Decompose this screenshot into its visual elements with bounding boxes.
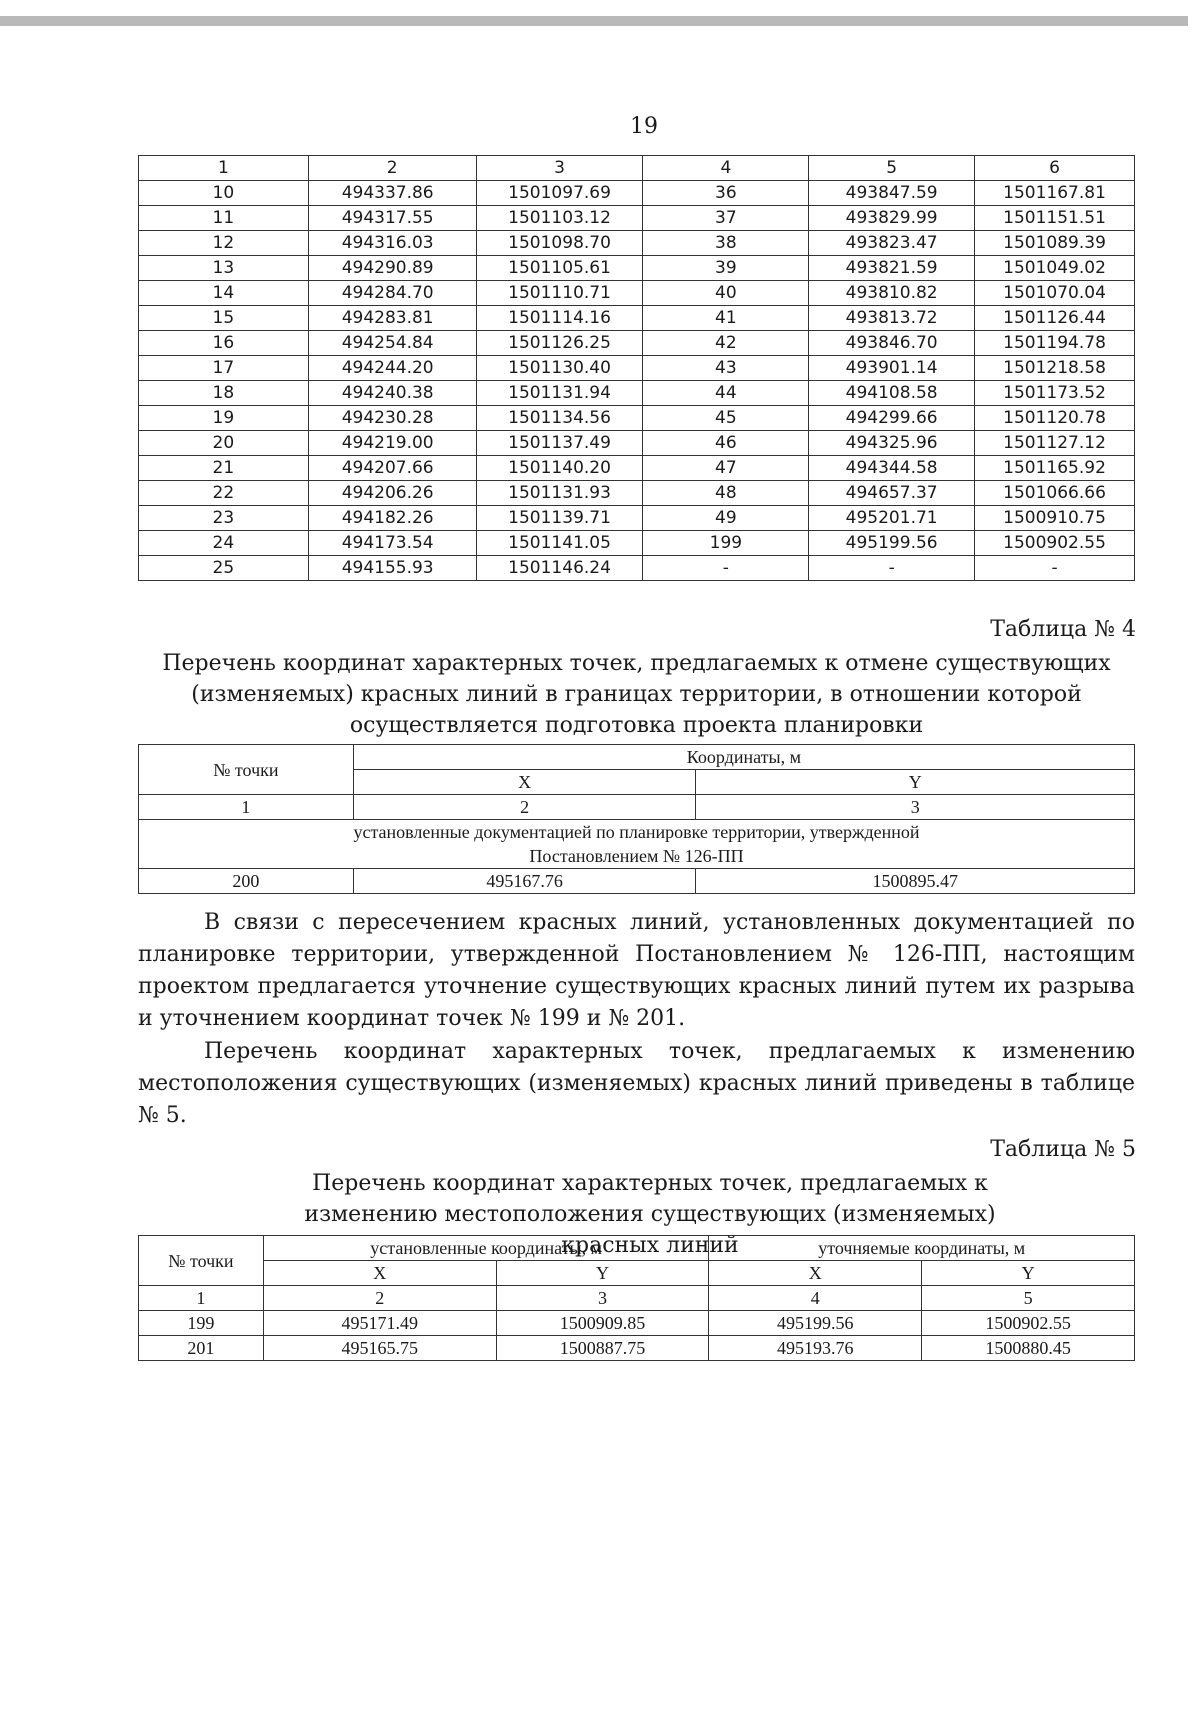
table-cell: 494155.93 [308, 556, 476, 581]
table-cell: 1500902.55 [922, 1311, 1135, 1336]
col-point-header: № точки [139, 745, 354, 795]
col-y-header: Y [496, 1261, 709, 1286]
table-cell: 1501066.66 [975, 481, 1135, 506]
table-cell: - [643, 556, 809, 581]
table-cell: 23 [139, 506, 309, 531]
table-cell: 25 [139, 556, 309, 581]
table-cell: 1501140.20 [476, 456, 643, 481]
table-cell: 494207.66 [308, 456, 476, 481]
table-cell: 495167.76 [353, 869, 696, 894]
table-cell: 493823.47 [809, 231, 975, 256]
table-cell: 14 [139, 281, 309, 306]
table-row [139, 306, 1135, 331]
table-row [139, 531, 1135, 556]
table-cell: 493829.99 [809, 206, 975, 231]
table-row [139, 331, 1135, 356]
table-cell: 1500902.55 [975, 531, 1135, 556]
column-number-header: 1 [139, 156, 309, 181]
table-cell: 1501131.93 [476, 481, 643, 506]
table-row [139, 456, 1135, 481]
table-row [139, 206, 1135, 231]
table-cell: 44 [643, 381, 809, 406]
table-row [139, 481, 1135, 506]
table-cell: 37 [643, 206, 809, 231]
table-cell: 1501151.51 [975, 206, 1135, 231]
table5-caption: Таблица № 5 [990, 1137, 1136, 1162]
table-cell: 41 [643, 306, 809, 331]
table-cell: 19 [139, 406, 309, 431]
table-cell: 493813.72 [809, 306, 975, 331]
table-cell: 1501105.61 [476, 256, 643, 281]
table-cell: 1501139.71 [476, 506, 643, 531]
table-cell: 494316.03 [308, 231, 476, 256]
table-cell: 16 [139, 331, 309, 356]
num-cell: 5 [922, 1286, 1135, 1311]
col-x-header: X [353, 770, 696, 795]
table-cell: 49 [643, 506, 809, 531]
table-cell: 494299.66 [809, 406, 975, 431]
table-cell: 199 [643, 531, 809, 556]
column-number-header: 2 [308, 156, 476, 181]
num-cell: 1 [139, 795, 354, 820]
table-cell: 495199.56 [809, 531, 975, 556]
table-cell: 1501070.04 [975, 281, 1135, 306]
table-row [139, 869, 1135, 894]
table-cell: 494317.55 [308, 206, 476, 231]
table-cell: 1501103.12 [476, 206, 643, 231]
table-cell: 494344.58 [809, 456, 975, 481]
table-cell: 493846.70 [809, 331, 975, 356]
table-cell: 1501137.49 [476, 431, 643, 456]
col-refined-header: уточняемые координаты, м [709, 1236, 1135, 1261]
table-cell: 494283.81 [308, 306, 476, 331]
table-row [139, 231, 1135, 256]
table-cell: 1501134.56 [476, 406, 643, 431]
table-row [139, 506, 1135, 531]
num-cell: 4 [709, 1286, 922, 1311]
table-cell: 494108.58 [809, 381, 975, 406]
table-row [139, 256, 1135, 281]
paragraph-1: В связи с пересечением красных линий, установленных документацией по планировке территории, утвержденной Постановлением № 126-ПП, настоящим проектом предлагается уточнение существующих красных линий путем их разрыва и уточнением координат точек № 199 и № 201. [138, 910, 1135, 1031]
table-cell: 1500887.75 [496, 1336, 709, 1361]
table-row [139, 1311, 1135, 1336]
table-row [139, 356, 1135, 381]
table4-title: Перечень координат характерных точек, предлагаемых к отмене существующих (изменяемых) красных линий в границах территории, в отношении которой осуществляется подготовка проекта планировки [162, 651, 1111, 738]
paragraph-2: Перечень координат характерных точек, предлагаемых к изменению местоположения существующих (изменяемых) красных линий приведены в таблице № 5. [138, 1039, 1135, 1128]
table-cell: 1501049.02 [975, 256, 1135, 281]
table-cell: 1501146.24 [476, 556, 643, 581]
col-point-header: № точки [139, 1236, 264, 1286]
column-number-header: 5 [809, 156, 975, 181]
table-cell: 1500880.45 [922, 1336, 1135, 1361]
table-cell: 494219.00 [308, 431, 476, 456]
col-set-header: установленные координаты, м [263, 1236, 709, 1261]
table-cell: 1501089.39 [975, 231, 1135, 256]
table-cell: 200 [139, 869, 354, 894]
scan-top-edge [0, 16, 1188, 26]
table-cell: 494173.54 [308, 531, 476, 556]
table-cell: 1501141.05 [476, 531, 643, 556]
table-row [139, 381, 1135, 406]
num-cell: 3 [496, 1286, 709, 1311]
table-cell: 1500895.47 [696, 869, 1135, 894]
table-cell: - [975, 556, 1135, 581]
table-cell: 42 [643, 331, 809, 356]
column-number-header: 3 [476, 156, 643, 181]
table-cell: 38 [643, 231, 809, 256]
table-cell: 36 [643, 181, 809, 206]
table-cell: 1501098.70 [476, 231, 643, 256]
table-cell: 493821.59 [809, 256, 975, 281]
table-cell: 201 [139, 1336, 264, 1361]
table-cell: 48 [643, 481, 809, 506]
table-cell: 18 [139, 381, 309, 406]
table-cell: 1501165.92 [975, 456, 1135, 481]
column-number-header: 4 [643, 156, 809, 181]
table-cell: 1500910.75 [975, 506, 1135, 531]
num-cell: 2 [263, 1286, 496, 1311]
table-cell: 493847.59 [809, 181, 975, 206]
table-cell: 494254.84 [308, 331, 476, 356]
column-number-header: 6 [975, 156, 1135, 181]
table-cell: 46 [643, 431, 809, 456]
table-cell: 45 [643, 406, 809, 431]
table-cell: 1501131.94 [476, 381, 643, 406]
table-cell: 20 [139, 431, 309, 456]
col-y-header: Y [922, 1261, 1135, 1286]
table-cell: 199 [139, 1311, 264, 1336]
table-cell: 494337.86 [308, 181, 476, 206]
section-row: установленные документацией по планировке территории, утвержденной Постановлением № 126-ПП [139, 820, 1135, 869]
table-cell: 10 [139, 181, 309, 206]
coordinates-table-continued [138, 155, 1135, 581]
table-cell: 494657.37 [809, 481, 975, 506]
table-cell: 17 [139, 356, 309, 381]
table-cell: 1501110.71 [476, 281, 643, 306]
table-cell: 494206.26 [308, 481, 476, 506]
table-cell: 11 [139, 206, 309, 231]
table-cell: 39 [643, 256, 809, 281]
table-cell: 43 [643, 356, 809, 381]
table-body [139, 181, 1135, 581]
table-cell: 493901.14 [809, 356, 975, 381]
table-cell: 1501126.25 [476, 331, 643, 356]
table-row [139, 556, 1135, 581]
table-cell: 15 [139, 306, 309, 331]
table-row [139, 281, 1135, 306]
table-cell: 494290.89 [308, 256, 476, 281]
table-cell: 495165.75 [263, 1336, 496, 1361]
num-cell: 1 [139, 1286, 264, 1311]
page-number: 19 [630, 114, 658, 139]
table-cell: 1501173.52 [975, 381, 1135, 406]
col-y-header: Y [696, 770, 1135, 795]
table-cell: 1501120.78 [975, 406, 1135, 431]
table-cell: 495201.71 [809, 506, 975, 531]
table-cell: - [809, 556, 975, 581]
table-cell: 493810.82 [809, 281, 975, 306]
table-cell: 495171.49 [263, 1311, 496, 1336]
col-coords-header: Координаты, м [353, 745, 1134, 770]
table-cell: 1501114.16 [476, 306, 643, 331]
table-row [139, 406, 1135, 431]
table-cell: 1501127.12 [975, 431, 1135, 456]
table-cell: 21 [139, 456, 309, 481]
table-cell: 494182.26 [308, 506, 476, 531]
table-cell: 12 [139, 231, 309, 256]
col-x-header: X [263, 1261, 496, 1286]
table-5 [138, 1235, 1135, 1361]
table-cell: 495193.76 [709, 1336, 922, 1361]
table-cell: 1501167.81 [975, 181, 1135, 206]
table5-title: Перечень координат характерных точек, предлагаемых к изменению местоположения существующих (изменяемых) красных линий [304, 1171, 996, 1258]
table-cell: 494325.96 [809, 431, 975, 456]
table-cell: 1501194.78 [975, 331, 1135, 356]
table-cell: 1500909.85 [496, 1311, 709, 1336]
table4-caption: Таблица № 4 [990, 617, 1136, 642]
table-cell: 47 [643, 456, 809, 481]
num-cell: 3 [696, 795, 1135, 820]
table-cell: 40 [643, 281, 809, 306]
table-cell: 1501130.40 [476, 356, 643, 381]
table-cell: 494244.20 [308, 356, 476, 381]
table-cell: 1501218.58 [975, 356, 1135, 381]
table-cell: 494230.28 [308, 406, 476, 431]
table-header [139, 156, 1135, 181]
table-row [139, 431, 1135, 456]
table-cell: 22 [139, 481, 309, 506]
table-cell: 24 [139, 531, 309, 556]
table-cell: 13 [139, 256, 309, 281]
table-cell: 495199.56 [709, 1311, 922, 1336]
table-cell: 1501126.44 [975, 306, 1135, 331]
table-row [139, 181, 1135, 206]
table-row [139, 1336, 1135, 1361]
table-cell: 494284.70 [308, 281, 476, 306]
col-x-header: X [709, 1261, 922, 1286]
table-cell: 1501097.69 [476, 181, 643, 206]
num-cell: 2 [353, 795, 696, 820]
table-4 [138, 744, 1135, 894]
table-cell: 494240.38 [308, 381, 476, 406]
